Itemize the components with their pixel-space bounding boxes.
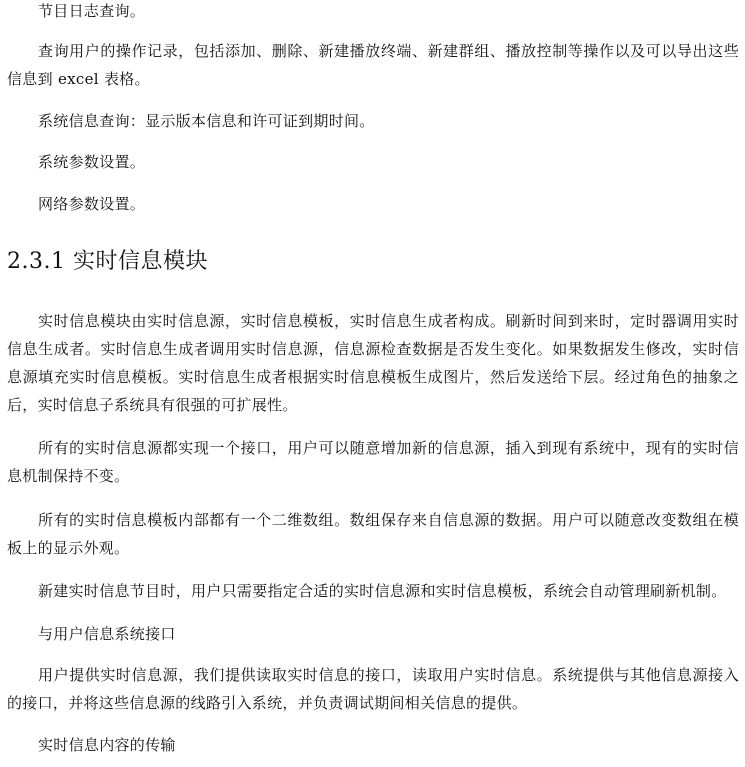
paragraph-network-parameter-settings: 网络参数设置。 xyxy=(38,195,146,213)
section-heading: 2.3.1 实时信息模块 xyxy=(7,249,208,274)
paragraph-system-info-query: 系统信息查询：显示版本信息和许可证到期时间。 xyxy=(38,112,375,130)
paragraph-realtime-source-interface: 所有的实时信息源都实现一个接口，用户可以随意增加新的信息源，插入到现有系统中，现有的实时信息机制保持不变。 xyxy=(7,439,739,485)
paragraph-user-system-interface-detail: 用户提供实时信息源，我们提供读取实时信息的接口，读取用户实时信息。系统提供与其他信息源接入的接口，并将这些信息源的线路引入系统，并负责调试期间相关信息的提供。 xyxy=(7,666,739,712)
paragraph-realtime-transmission-title: 实时信息内容的传输 xyxy=(38,736,176,754)
paragraph-realtime-template-array: 所有的实时信息模板内部都有一个二维数组。数组保存来自信息源的数据。用户可以随意改变数组在模板上的显示外观。 xyxy=(7,511,739,557)
paragraph-new-realtime-program: 新建实时信息节目时，用户只需要指定合适的实时信息源和实时信息模板，系统会自动管理刷新机制。 xyxy=(38,582,727,600)
paragraph-operation-log-query: 查询用户的操作记录，包括添加、删除、新建播放终端、新建群组、播放控制等操作以及可以导出这些信息到 excel 表格。 xyxy=(7,42,739,88)
paragraph-system-parameter-settings: 系统参数设置。 xyxy=(38,153,146,171)
paragraph-program-log-query: 节目日志查询。 xyxy=(38,2,146,20)
paragraph-user-system-interface-title: 与用户信息系统接口 xyxy=(38,625,176,643)
paragraph-realtime-module-overview: 实时信息模块由实时信息源，实时信息模板，实时信息生成者构成。刷新时间到来时，定时器调用实时信息生成者。实时信息生成者调用实时信息源，信息源检查数据是否发生变化。如果数据发生修改，实时信息源填充实时信息模板。实时信息生成者根据实时信息模板生成图片，然后发送给下层。经过角色的抽象之后，实时信息子系统具有很强的可扩展性。 xyxy=(7,312,739,414)
